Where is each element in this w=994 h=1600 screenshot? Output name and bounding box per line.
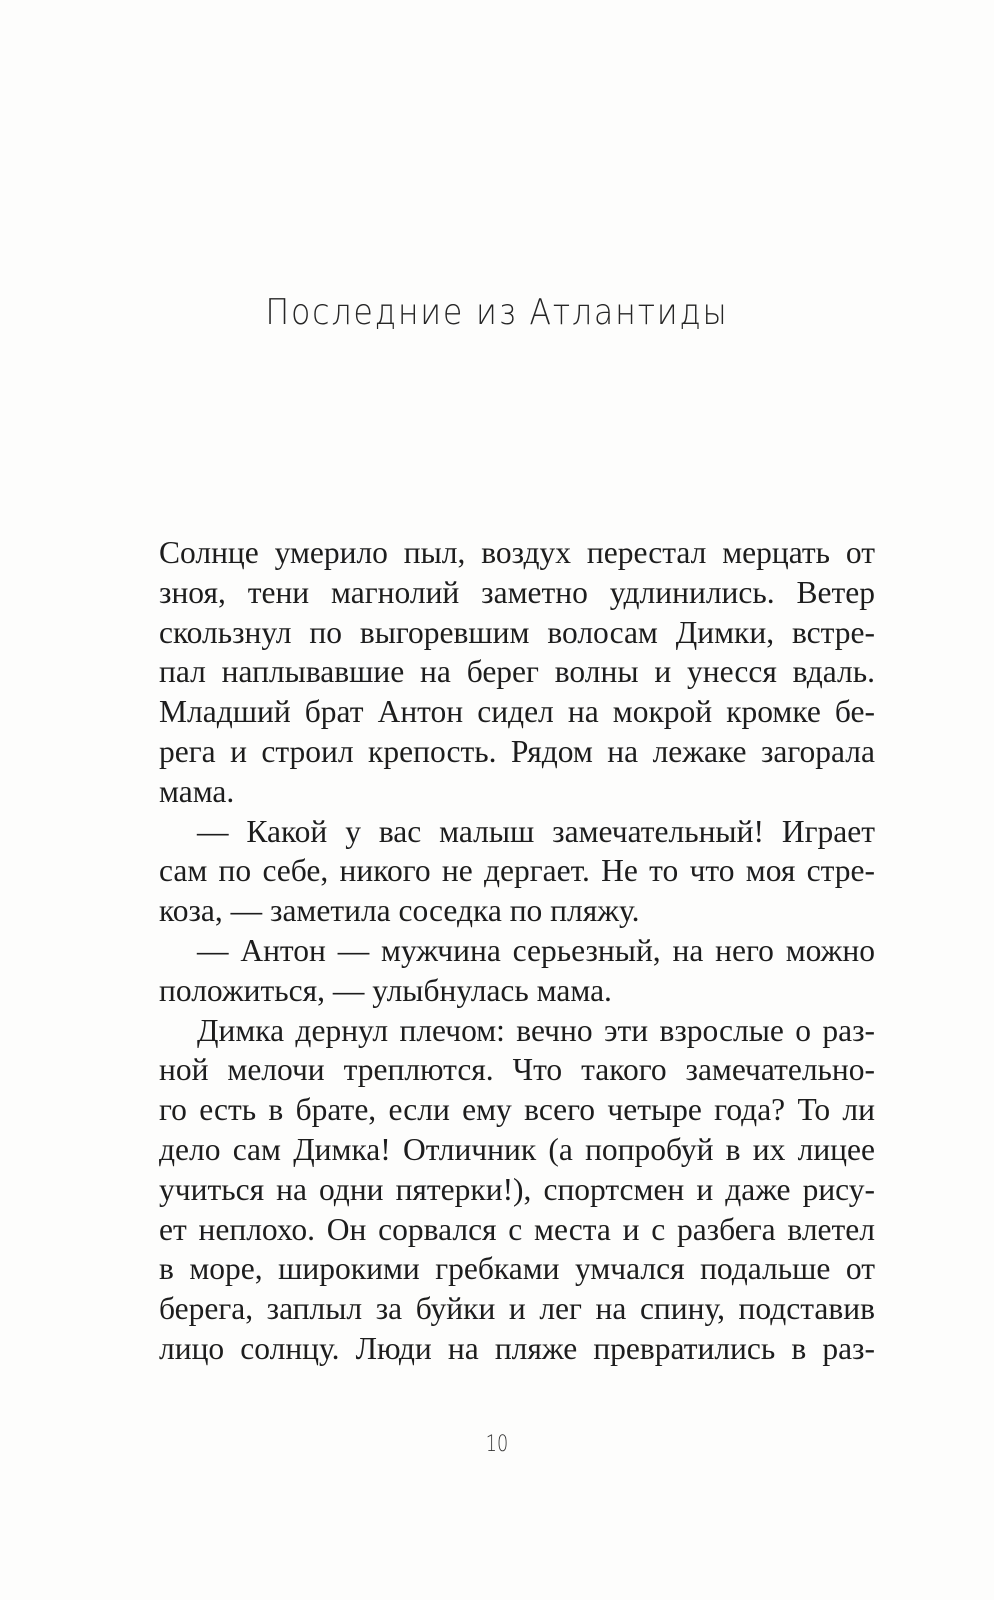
text-line: скользнул по выгоревшим волосам Димки, встре- — [159, 614, 875, 650]
text-line: берега, заплыл за буйки и лег на спину, подставив — [159, 1291, 875, 1327]
text-line: пал наплывавшие на берег волны и унесся вдаль. — [159, 654, 875, 690]
text-line: Младший брат Антон сидел на мокрой кромке бе- — [159, 694, 875, 730]
paragraph-line: Димка дернул плечом: вечно эти взрослые о раз- — [197, 1012, 875, 1048]
dialogue-line: — Какой у вас малыш замечательный! Играет — [197, 813, 875, 849]
text-line: мама. — [159, 773, 235, 809]
text-line: положиться, — улыбнулась мама. — [159, 972, 612, 1008]
dialogue-line: — Антон — мужчина серьезный, на него можно — [197, 932, 875, 968]
text-line: лицо солнцу. Люди на пляже превратились в раз- — [159, 1330, 875, 1366]
page-number: 10 — [485, 1432, 509, 1457]
chapter-text — [159, 533, 875, 1369]
text-line: в море, широкими гребками умчался подальше от — [159, 1251, 875, 1287]
text-line: сам по себе, никого не дергает. Не то что моя стре- — [159, 853, 875, 889]
text-line: коза, — заметила соседка по пляжу. — [159, 893, 640, 929]
text-line: учиться на одни пятерки!), спортсмен и даже рису- — [159, 1171, 875, 1207]
text-line: ет неплохо. Он сорвался с места и с разбега влетел — [159, 1211, 875, 1247]
text-line: Солнце умерило пыл, воздух перестал мерцать от — [159, 535, 875, 570]
text-line: дело сам Димка! Отличник (а попробуй в их лицее — [159, 1131, 875, 1167]
text-line: рега и строил крепость. Рядом на лежаке загорала — [159, 733, 875, 769]
text-line: зноя, тени магнолий заметно удлинились. Ветер — [159, 574, 875, 610]
chapter-title: Последние из Атлантиды — [265, 292, 729, 333]
text-line: го есть в брате, если ему всего четыре года? То ли — [159, 1092, 875, 1128]
text-line: ной мелочи треплются. Что такого замечательно- — [159, 1052, 875, 1088]
